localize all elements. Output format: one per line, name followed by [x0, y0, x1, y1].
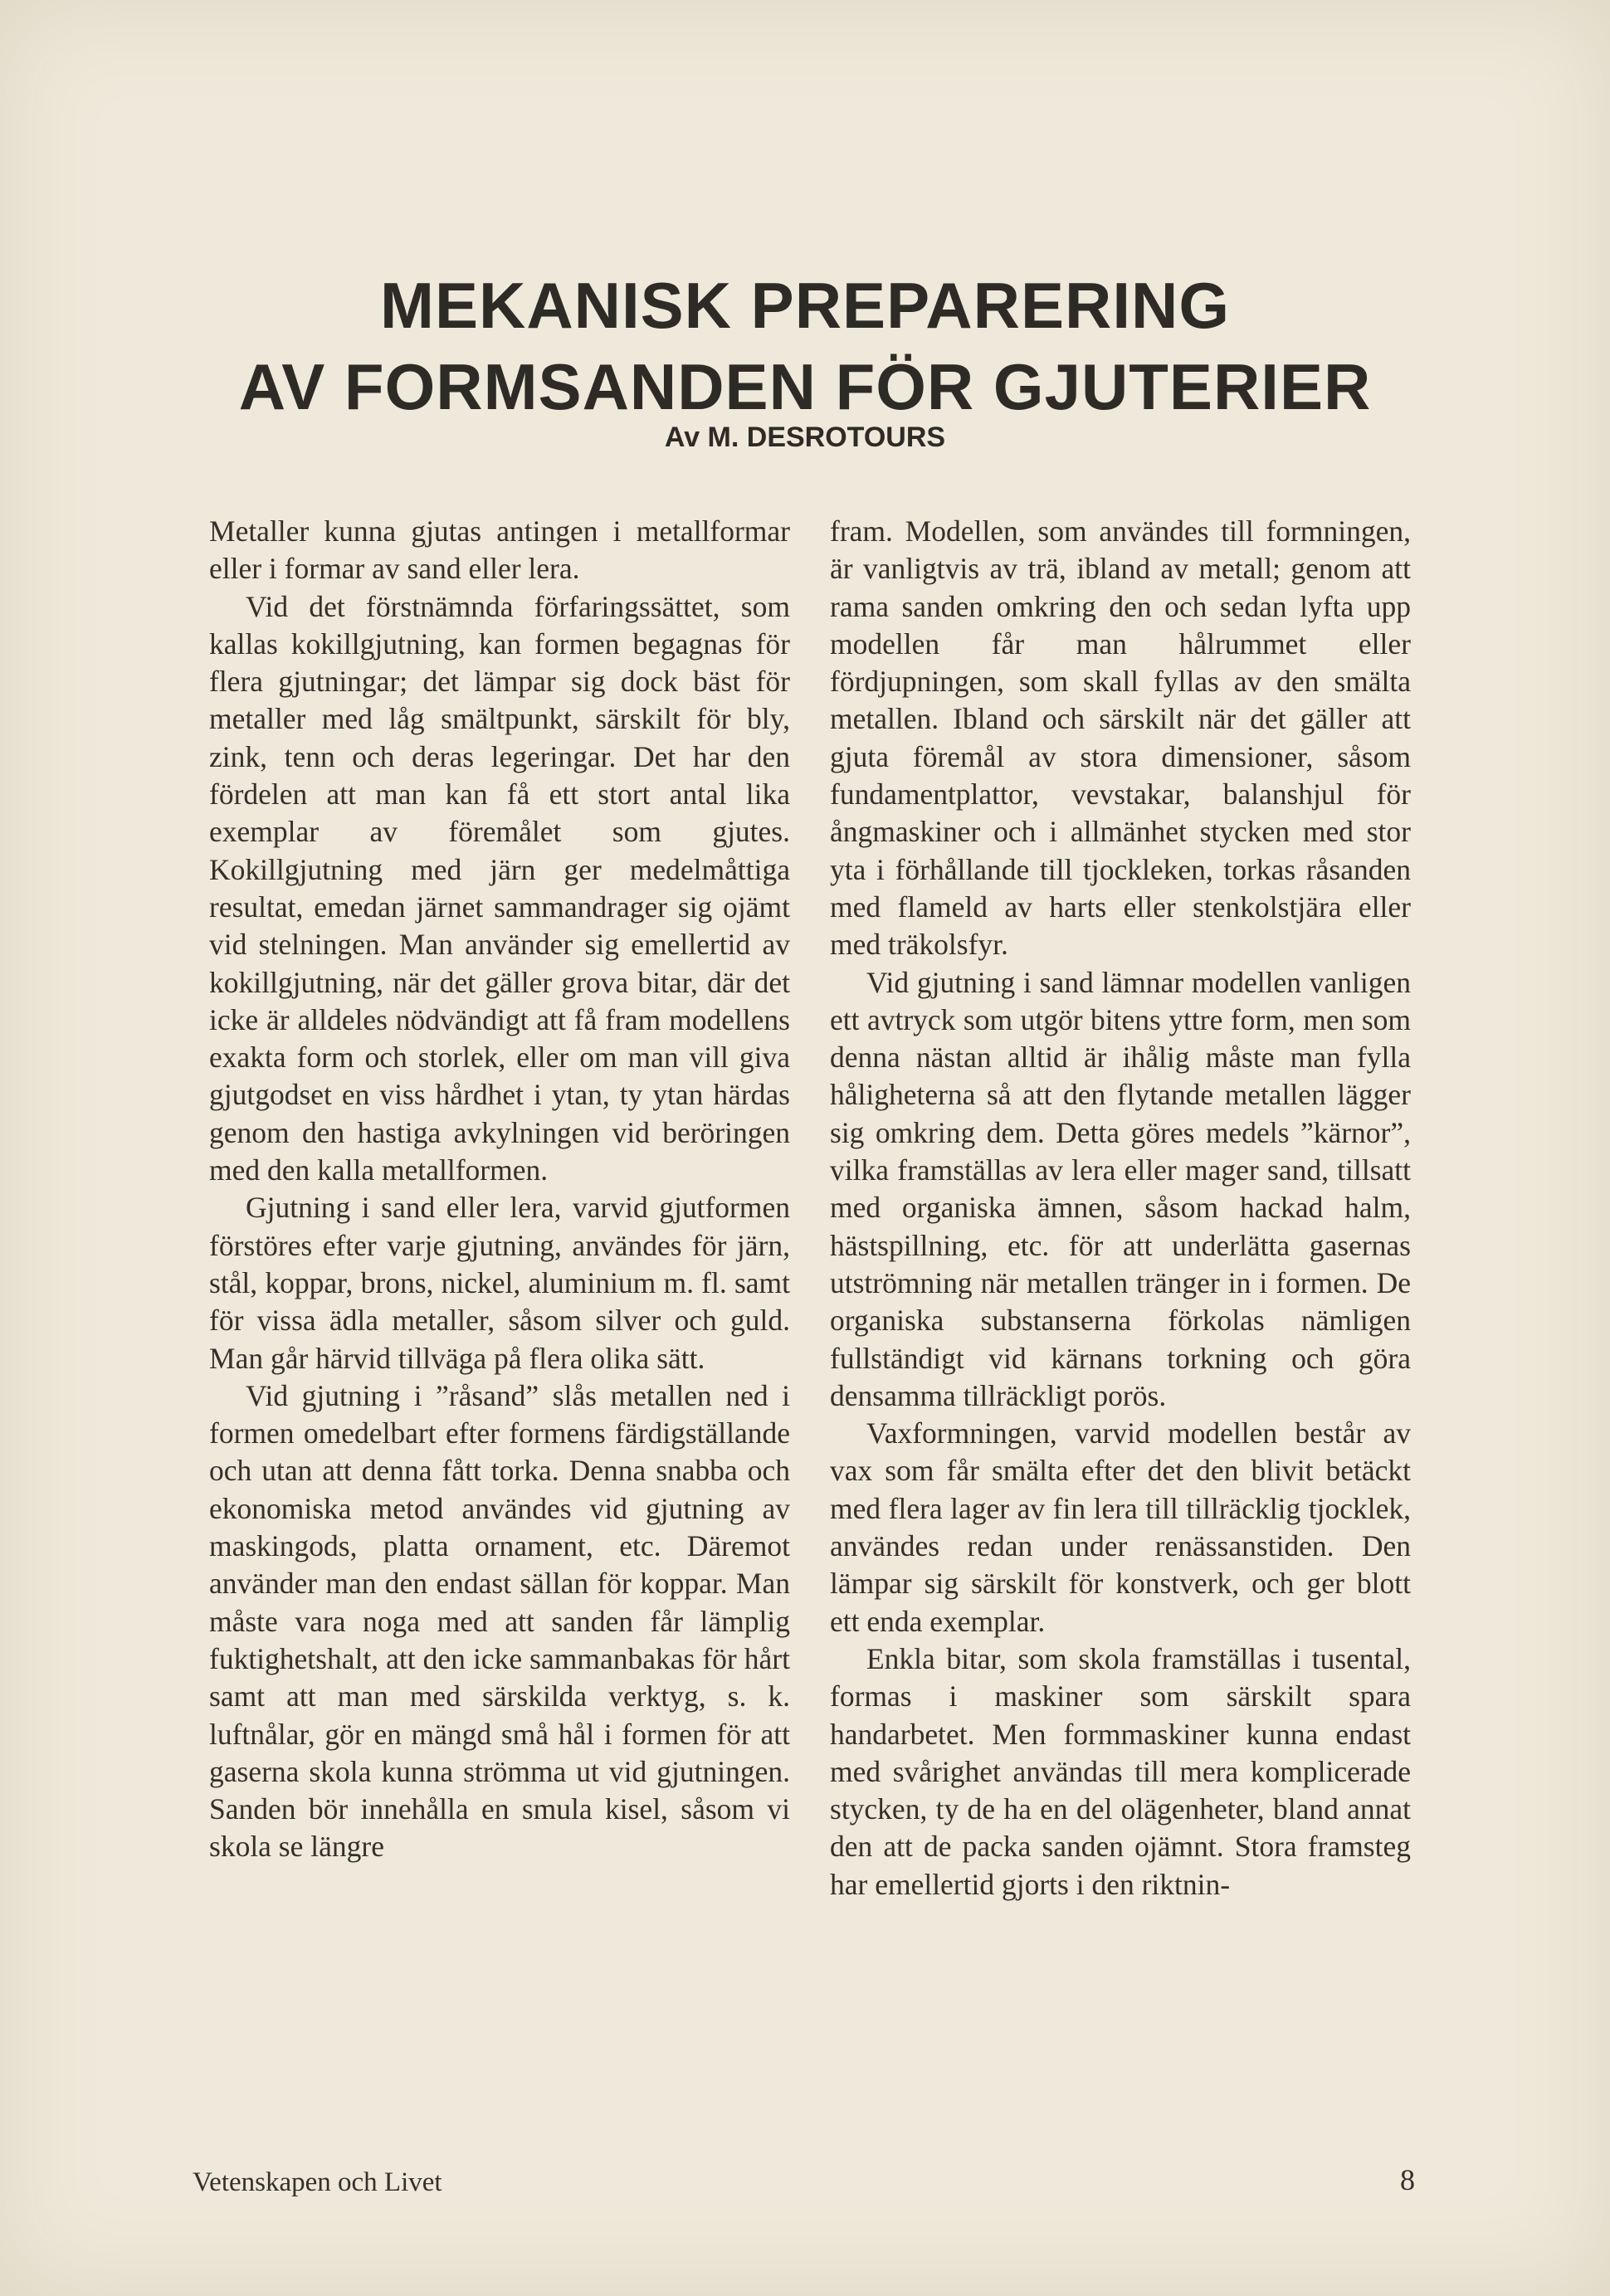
journal-name: Vetenskapen och Livet [193, 2167, 442, 2197]
paragraph: Vid det förstnämnda förfaringssättet, som kallas kokillgjutning, kan formen begagnas för flera gjutningar; det lämpar sig dock bäst för metaller med låg smältpunkt, särskilt för bly, zink, tenn och deras legeringar. Det har den fördelen att man kan få ett stort antal lika exemplar av föremålet som gjutes. Kokillgjutning med järn ger medelmåttiga resultat, emedan järnet sammandrager sig ojämt vid stelningen. Man använder sig emellertid av kokillgjutning, när det gäller grova bitar, där det icke är alldeles nödvändigt att få fram modellens exakta form och storlek, eller om man vill giva gjutgodset en viss hårdhet i ytan, ty ytan härdas genom den hastiga avkylningen vid beröringen med den kalla metallformen. [209, 589, 790, 1187]
paragraph: Vid gjutning i ”råsand” slås metallen ned i formen omedelbart efter formens färdigställande och utan att denna fått torka. Denna snabba och ekonomiska metod användes vid gjutning av maskingods, platta ornament, etc. Däremot använder man den endast sällan för koppar. Man måste vara noga med att sanden får lämplig fuktighetshalt, att den icke sammanbakas för hårt samt att man med särskilda verktyg, s. k. luftnålar, gör en mängd små hål i formen för att gaserna skola kunna strömma ut vid gjutningen. Sanden bör innehålla en smula kisel, såsom vi skola se längre [209, 1378, 790, 1864]
paragraph: Metaller kunna gjutas antingen i metallformar eller i formar av sand eller lera. [209, 514, 790, 586]
text-column-left [209, 513, 790, 1866]
paragraph: Gjutning i sand eller lera, varvid gjutformen förstöres efter varje gjutning, användes för järn, stål, koppar, brons, nickel, aluminium m. fl. samt för vissa ädla metaller, såsom silver och guld. Man går härvid tillväga på flera olika sätt. [209, 1191, 790, 1375]
text-column-right [830, 513, 1411, 1904]
paragraph: Vaxformningen, varvid modellen består av vax som får smälta efter det den blivit betäckt med flera lager av fin lera till tillräcklig tjocklek, användes redan under renässanstiden. Den lämpar sig särskilt för konstverk, och ger blott ett enda exemplar. [830, 1416, 1411, 1638]
page-number: 8 [1400, 2163, 1415, 2196]
paragraph: Enkla bitar, som skola framställas i tusental, formas i maskiner som särskilt spara handarbetet. Men formmaskiner kunna endast med svårighet användas till mera komplicerade stycken, ty de ha en del olägenheter, bland annat den att de packa sanden ojämnt. Stora framsteg har emellertid gjorts i den riktnin- [830, 1641, 1411, 1901]
article-title-line-2: AV FORMSANDEN FÖR GJUTERIER [238, 350, 1372, 423]
article-byline: Av M. DESROTOURS [664, 422, 946, 453]
article-title-line-1: MEKANISK PREPARERING [380, 269, 1230, 342]
paragraph: fram. Modellen, som användes till formningen, är vanligtvis av trä, ibland av metall; genom att rama sanden omkring den och sedan lyfta upp modellen får man hålrummet eller fördjupningen, som skall fyllas av den smälta metallen. Ibland och särskilt när det gäller att gjuta föremål av stora dimensioner, såsom fundamentplattor, vevstakar, balanshjul för ångmaskiner och i allmänhet stycken med stor yta i förhållande till tjockleken, torkas råsanden med flameld av harts eller stenkolstjära eller med träkolsfyr. [830, 514, 1411, 962]
paragraph: Vid gjutning i sand lämnar modellen vanligen ett avtryck som utgör bitens yttre form, men som denna nästan alltid är ihålig måste man fylla håligheterna så att den flytande metallen lägger sig omkring dem. Detta göres medels ”kärnor”, vilka framställas av lera eller mager sand, tillsatt med organiska ämnen, såsom hackad halm, hästspillning, etc. för att underlätta gasernas utströmning när metallen tränger in i formen. De organiska substanserna förkolas nämligen fullständigt vid kärnans torkning och göra densamma tillräckligt porös. [830, 965, 1411, 1412]
